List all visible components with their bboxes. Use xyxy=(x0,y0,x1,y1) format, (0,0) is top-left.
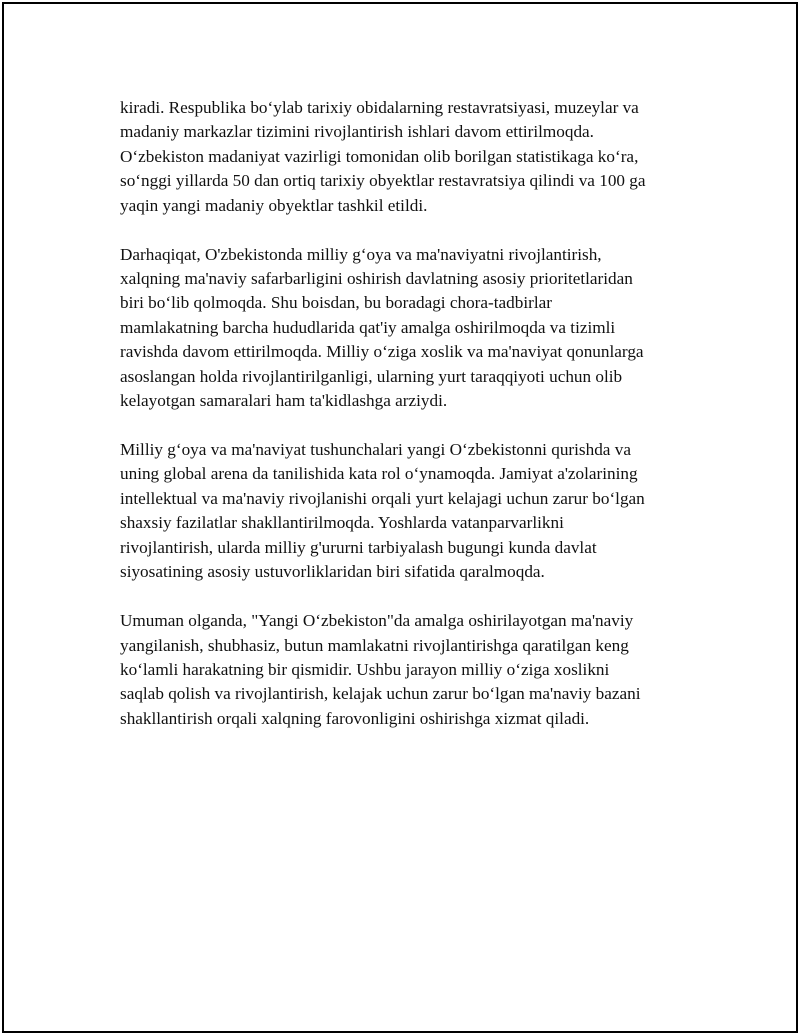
document-body xyxy=(120,96,700,756)
text-line: Milliy g‘oya va ma'naviyat tushunchalari yangi O‘zbekistonni qurishda va xyxy=(120,440,631,460)
text-line: mamlakatning barcha hududlarida qat'iy amalga oshirilmoqda va tizimli xyxy=(120,317,616,337)
text-line: madaniy markazlar tizimini rivojlantirish ishlari davom ettirilmoqda. xyxy=(120,122,594,142)
text-line: yaqin yangi madaniy obyektlar tashkil etildi. xyxy=(120,195,428,215)
text-line: asoslangan holda rivojlantirilganligi, ularning yurt taraqqiyoti uchun olib xyxy=(120,366,623,386)
text-line: Umuman olganda, "Yangi O‘zbekiston"da amalga oshirilayotgan ma'naviy xyxy=(120,611,634,631)
paragraph-2 xyxy=(120,243,700,414)
text-line: shaxsiy fazilatlar shakllantirilmoqda. Yoshlarda vatanparvarlikni xyxy=(120,513,564,533)
text-line: xalqning ma'naviy safarbarligini oshirish davlatning asosiy prioritetlaridan xyxy=(120,269,633,289)
text-line: kiradi. Respublika bo‘ylab tarixiy obidalarning restavratsiyasi, muzeylar va xyxy=(120,98,639,117)
text-line: ravishda davom ettirilmoqda. Milliy o‘ziga xoslik va ma'naviyat qonunlarga xyxy=(120,342,644,362)
text-line: rivojlantirish, ularda milliy g'ururni tarbiyalash bugungi kunda davlat xyxy=(120,537,597,557)
page-frame xyxy=(2,2,798,1033)
text-line: yangilanish, shubhasiz, butun mamlakatni rivojlantirishga qaratilgan keng xyxy=(120,635,629,655)
paragraph-4 xyxy=(120,609,700,731)
paragraph-3 xyxy=(120,438,700,584)
text-line: Darhaqiqat, O'zbekistonda milliy g‘oya va ma'naviyatni rivojlantirish, xyxy=(120,244,602,264)
text-line: intellektual va ma'naviy rivojlanishi orqali yurt kelajagi uchun zarur bo‘lgan xyxy=(120,488,645,508)
text-line: siyosatining asosiy ustuvorliklaridan biri sifatida qaralmoqda. xyxy=(120,562,545,582)
paragraph-1 xyxy=(120,96,700,218)
text-line: uning global arena da tanilishida kata rol o‘ynamoqda. Jamiyat a'zolarining xyxy=(120,464,638,484)
text-line: kelayotgan samaralari ham ta'kidlashga arziydi. xyxy=(120,391,448,411)
text-line: saqlab qolish va rivojlantirish, kelajak uchun zarur bo‘lgan ma'naviy bazani xyxy=(120,684,641,704)
text-line: ko‘lamli harakatning bir qismidir. Ushbu jarayon milliy o‘ziga xoslikni xyxy=(120,659,610,679)
text-line: O‘zbekiston madaniyat vazirligi tomonidan olib borilgan statistikaga ko‘ra, xyxy=(120,146,639,166)
text-line: so‘nggi yillarda 50 dan ortiq tarixiy obyektlar restavratsiya qilindi va 100 ga xyxy=(120,171,646,191)
text-line: shakllantirish orqali xalqning farovonligini oshirishga xizmat qiladi. xyxy=(120,708,590,728)
text-line: biri bo‘lib qolmoqda. Shu boisdan, bu boradagi chora-tadbirlar xyxy=(120,293,552,313)
